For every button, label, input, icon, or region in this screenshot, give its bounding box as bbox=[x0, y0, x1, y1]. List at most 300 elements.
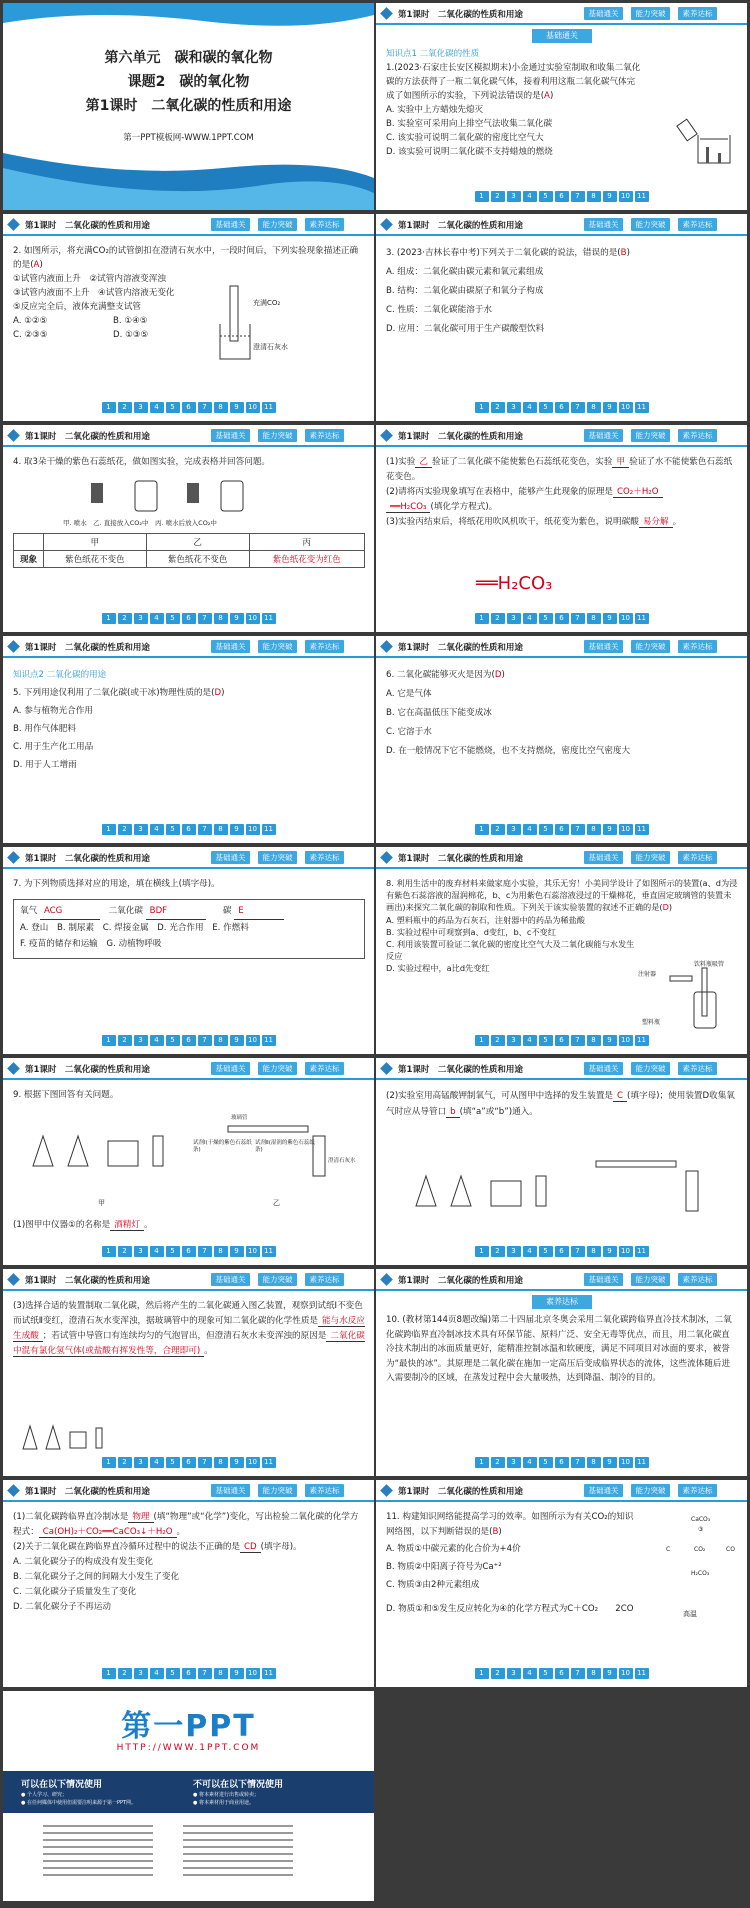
page-10-button[interactable]: 10 bbox=[246, 1246, 260, 1257]
usage-options-2: F. 疫苗的储存和运输 G. 动植物呼吸 bbox=[20, 939, 162, 949]
page-2-button[interactable]: 2 bbox=[118, 613, 132, 624]
page-7-button[interactable]: 7 bbox=[198, 1668, 212, 1679]
page-9-button[interactable]: 9 bbox=[230, 1668, 244, 1679]
page-11-button[interactable]: 11 bbox=[262, 1246, 276, 1257]
sub-question-2: (2)关于二氧化碳在跨临界直冷循环过程中的说法不正确的是 CD (填字母)。 bbox=[13, 1542, 302, 1552]
slide-5[interactable] bbox=[3, 425, 374, 632]
pager bbox=[376, 402, 747, 413]
page-2-button[interactable]: 2 bbox=[491, 613, 505, 624]
tab-basic[interactable]: 基础通关 bbox=[584, 7, 623, 20]
diamond-icon bbox=[7, 1062, 20, 1075]
sub-question-3: (3)选择合适的装置制取二氧化碳，然后将产生的二氧化碳通入图乙装置，观察到试纸Ⅰ不变色而试纸Ⅱ变红，澄清石灰水变浑浊，据玻璃管中的现象可知二氧化碳的化学性质是 能与水反应生成酸 ；若试管中导管口有连续均匀的气泡冒出，但澄清石灰水未变浑浊的原因是 二氧化碳中混有氯化氢气体(或盐酸有挥发性等，合理即可) 。 bbox=[13, 1301, 365, 1356]
option-a: A. 组成：二氧化碳由碳元素和氧元素组成 bbox=[386, 267, 544, 277]
page-4-button[interactable]: 4 bbox=[523, 1668, 537, 1679]
page-11-button[interactable]: 11 bbox=[262, 613, 276, 624]
page-7-button[interactable]: 7 bbox=[198, 1035, 212, 1046]
page-4-button[interactable]: 4 bbox=[523, 1246, 537, 1257]
page-11-button[interactable]: 11 bbox=[635, 1668, 649, 1679]
page-4-button[interactable]: 4 bbox=[150, 824, 164, 835]
page-6-button[interactable]: 6 bbox=[555, 824, 569, 835]
page-4-button[interactable]: 4 bbox=[523, 402, 537, 413]
tab-literacy[interactable]: 素养达标 bbox=[678, 429, 717, 442]
test-tube-figure bbox=[218, 284, 298, 364]
tab-basic[interactable]: 基础通关 bbox=[211, 218, 250, 231]
tab-literacy[interactable]: 素养达标 bbox=[305, 1273, 344, 1286]
tab-literacy[interactable]: 素养达标 bbox=[678, 1484, 717, 1497]
allowed-1: ● 个人学习、研究； bbox=[21, 1792, 67, 1798]
page-4-button[interactable]: 4 bbox=[150, 1668, 164, 1679]
slide-3[interactable] bbox=[3, 214, 374, 421]
page-1-button[interactable]: 1 bbox=[475, 613, 489, 624]
page-2-button[interactable]: 2 bbox=[491, 1457, 505, 1468]
page-11-button[interactable]: 11 bbox=[262, 824, 276, 835]
slide-2[interactable] bbox=[376, 3, 747, 210]
page-6-button[interactable]: 6 bbox=[182, 1668, 196, 1679]
tab-ability[interactable]: 能力突破 bbox=[631, 1062, 670, 1075]
tab-ability[interactable]: 能力突破 bbox=[631, 640, 670, 653]
slide-9[interactable] bbox=[3, 847, 374, 1054]
slide-end[interactable] bbox=[3, 1691, 374, 1901]
page-10-button[interactable]: 10 bbox=[619, 402, 633, 413]
tab-basic[interactable]: 基础通关 bbox=[211, 1273, 250, 1286]
diamond-icon bbox=[7, 851, 20, 864]
page-7-button[interactable]: 7 bbox=[571, 824, 585, 835]
page-4-button[interactable]: 4 bbox=[150, 1457, 164, 1468]
page-6-button[interactable]: 6 bbox=[182, 1457, 196, 1468]
figure-label-straw: 饮料瓶吸管 bbox=[694, 961, 725, 968]
tab-ability[interactable]: 能力突破 bbox=[258, 640, 297, 653]
tab-basic[interactable]: 基础通关 bbox=[584, 1062, 623, 1075]
page-8-button[interactable]: 8 bbox=[214, 1668, 228, 1679]
page-2-button[interactable]: 2 bbox=[118, 1035, 132, 1046]
page-4-button[interactable]: 4 bbox=[523, 1457, 537, 1468]
page-6-button[interactable]: 6 bbox=[182, 402, 196, 413]
page-1-button[interactable]: 1 bbox=[475, 1035, 489, 1046]
page-9-button[interactable]: 9 bbox=[603, 1668, 617, 1679]
page-7-button[interactable]: 7 bbox=[571, 1457, 585, 1468]
page-1-button[interactable]: 1 bbox=[475, 1668, 489, 1679]
page-3-button[interactable]: 3 bbox=[507, 1668, 521, 1679]
page-11-button[interactable]: 11 bbox=[635, 1457, 649, 1468]
page-1-button[interactable]: 1 bbox=[102, 1457, 116, 1468]
page-3-button[interactable]: 3 bbox=[507, 824, 521, 835]
slide-header bbox=[376, 1269, 747, 1291]
slide-10[interactable] bbox=[376, 847, 747, 1054]
page-9-button[interactable]: 9 bbox=[230, 402, 244, 413]
page-5-button[interactable]: 5 bbox=[539, 1246, 553, 1257]
tab-literacy[interactable]: 素养达标 bbox=[678, 7, 717, 20]
tab-ability[interactable]: 能力突破 bbox=[631, 1484, 670, 1497]
header-lesson: 第1课时 二氧化碳的性质和用途 bbox=[25, 432, 150, 442]
page-6-button[interactable]: 6 bbox=[555, 1668, 569, 1679]
page-4-button[interactable]: 4 bbox=[523, 1035, 537, 1046]
forbidden-title: 不可以在以下情况使用 bbox=[193, 1780, 284, 1790]
page-3-button[interactable]: 3 bbox=[507, 613, 521, 624]
page-9-button[interactable]: 9 bbox=[230, 1457, 244, 1468]
tab-ability[interactable]: 能力突破 bbox=[258, 429, 297, 442]
page-9-button[interactable]: 9 bbox=[603, 1246, 617, 1257]
page-10-button[interactable]: 10 bbox=[246, 1035, 260, 1046]
tab-literacy[interactable]: 素养达标 bbox=[678, 218, 717, 231]
header-lesson: 第1课时 二氧化碳的性质和用途 bbox=[398, 643, 523, 653]
page-5-button[interactable]: 5 bbox=[166, 1457, 180, 1468]
page-3-button[interactable]: 3 bbox=[507, 402, 521, 413]
page-9-button[interactable]: 9 bbox=[603, 613, 617, 624]
page-1-button[interactable]: 1 bbox=[102, 402, 116, 413]
page-9-button[interactable]: 9 bbox=[603, 824, 617, 835]
matching-box bbox=[13, 899, 365, 959]
pager bbox=[376, 1246, 747, 1257]
page-5-button[interactable]: 5 bbox=[539, 613, 553, 624]
tab-basic[interactable]: 基础通关 bbox=[211, 851, 250, 864]
tab-ability[interactable]: 能力突破 bbox=[258, 1062, 297, 1075]
page-2-button[interactable]: 2 bbox=[491, 191, 505, 202]
page-8-button[interactable]: 8 bbox=[214, 1457, 228, 1468]
page-3-button[interactable]: 3 bbox=[507, 191, 521, 202]
page-11-button[interactable]: 11 bbox=[262, 1457, 276, 1468]
page-9-button[interactable]: 9 bbox=[603, 402, 617, 413]
page-10-button[interactable]: 10 bbox=[619, 1035, 633, 1046]
statement-1: ①试管内液面上升 ②试管内溶液变浑浊 bbox=[13, 274, 166, 284]
slide-14[interactable] bbox=[376, 1269, 747, 1476]
pager bbox=[376, 191, 747, 202]
page-1-button[interactable]: 1 bbox=[102, 613, 116, 624]
page-1-button[interactable]: 1 bbox=[475, 191, 489, 202]
page-8-button[interactable]: 8 bbox=[587, 824, 601, 835]
page-3-button[interactable]: 3 bbox=[134, 1035, 148, 1046]
page-9-button[interactable]: 9 bbox=[603, 191, 617, 202]
page-9-button[interactable]: 9 bbox=[230, 1246, 244, 1257]
tab-basic[interactable]: 基础通关 bbox=[584, 1484, 623, 1497]
page-1-button[interactable]: 1 bbox=[102, 1035, 116, 1046]
page-10-button[interactable]: 10 bbox=[619, 191, 633, 202]
page-3-button[interactable]: 3 bbox=[134, 1668, 148, 1679]
slide-12[interactable] bbox=[376, 1058, 747, 1265]
page-2-button[interactable]: 2 bbox=[118, 1668, 132, 1679]
page-6-button[interactable]: 6 bbox=[182, 1035, 196, 1046]
tab-literacy[interactable]: 素养达标 bbox=[678, 851, 717, 864]
page-7-button[interactable]: 7 bbox=[571, 402, 585, 413]
figure-label-bottle: 塑料瓶 bbox=[642, 1019, 661, 1026]
page-6-button[interactable]: 6 bbox=[555, 402, 569, 413]
page-6-button[interactable]: 6 bbox=[182, 824, 196, 835]
page-5-button[interactable]: 5 bbox=[539, 191, 553, 202]
page-7-button[interactable]: 7 bbox=[571, 191, 585, 202]
page-4-button[interactable]: 4 bbox=[150, 402, 164, 413]
tab-ability[interactable]: 能力突破 bbox=[631, 1273, 670, 1286]
page-11-button[interactable]: 11 bbox=[635, 1246, 649, 1257]
page-11-button[interactable]: 11 bbox=[262, 1668, 276, 1679]
page-3-button[interactable]: 3 bbox=[134, 613, 148, 624]
tab-basic[interactable]: 基础通关 bbox=[211, 1062, 250, 1075]
page-7-button[interactable]: 7 bbox=[571, 1246, 585, 1257]
tab-literacy[interactable]: 素养达标 bbox=[305, 851, 344, 864]
page-4-button[interactable]: 4 bbox=[523, 613, 537, 624]
page-9-button[interactable]: 9 bbox=[230, 1035, 244, 1046]
question-text: 11. 构建知识网络能提高学习的效率。如图所示为有关CO₂的知识网络图，以下判断错误的是(B) bbox=[386, 1512, 634, 1537]
page-11-button[interactable]: 11 bbox=[635, 613, 649, 624]
col-bing: 丙 bbox=[249, 534, 365, 551]
page-5-button[interactable]: 5 bbox=[539, 1457, 553, 1468]
tab-ability[interactable]: 能力突破 bbox=[631, 7, 670, 20]
tab-ability[interactable]: 能力突破 bbox=[631, 851, 670, 864]
tab-literacy[interactable]: 素养达标 bbox=[678, 1273, 717, 1286]
page-10-button[interactable]: 10 bbox=[246, 613, 260, 624]
page-10-button[interactable]: 10 bbox=[246, 1457, 260, 1468]
allowed-title: 可以在以下情况使用 bbox=[21, 1780, 103, 1790]
option-d: D. 应用：二氧化碳可用于生产碳酸型饮料 bbox=[386, 324, 545, 334]
page-5-button[interactable]: 5 bbox=[166, 402, 180, 413]
page-6-button[interactable]: 6 bbox=[182, 613, 196, 624]
node-co2: CO₂ bbox=[694, 1546, 706, 1553]
slide-6[interactable] bbox=[376, 425, 747, 632]
forbidden-1: ● 将本素材进行出售或转卖； bbox=[193, 1792, 259, 1798]
page-4-button[interactable]: 4 bbox=[523, 824, 537, 835]
tab-basic[interactable]: 基础通关 bbox=[584, 851, 623, 864]
page-10-button[interactable]: 10 bbox=[619, 613, 633, 624]
section-button[interactable]: 素养达标 bbox=[532, 1295, 592, 1309]
option-c: C. 它溶于水 bbox=[386, 727, 432, 737]
page-7-button[interactable]: 7 bbox=[571, 1035, 585, 1046]
pager bbox=[376, 613, 747, 624]
page-2-button[interactable]: 2 bbox=[118, 824, 132, 835]
page-6-button[interactable]: 6 bbox=[555, 613, 569, 624]
page-6-button[interactable]: 6 bbox=[555, 1035, 569, 1046]
slide-header bbox=[3, 847, 374, 869]
page-8-button[interactable]: 8 bbox=[214, 1246, 228, 1257]
diamond-icon bbox=[7, 218, 20, 231]
page-3-button[interactable]: 3 bbox=[134, 402, 148, 413]
page-8-button[interactable]: 8 bbox=[587, 402, 601, 413]
slide-header bbox=[376, 636, 747, 658]
knowledge-point: 知识点2 二氧化碳的用途 bbox=[13, 670, 107, 680]
question-text: 1.(2023·石家庄长安区模拟期末)小金通过实验室制取和收集二氧化碳的方法获得了一瓶二氧化碳气体，接着利用这瓶二氧化碳气体完成了如图所示的实验，下列说法错误的是(A) bbox=[386, 63, 641, 101]
question-text: 10. (教材第144页8题改编)第二十四届北京冬奥会采用二氧化碳跨临界直冷技术制冰，二氧化碳跨临界直冷制冰技术具有环保节能、原料广泛、安全无毒等优点，而且，用二氧化碳直冷技术制出的冰面质量更好，能精准控制冰温和软硬度，满足不同项目对冰面的要求，被誉为“最快的冰”。其原理是二氧化碳在施加一定高压后变成临界状态的流体，这些流体随后进入需要制冷的区域，在蒸发过程中会大量吸热，达到降温、制冷的目的。 bbox=[386, 1315, 732, 1383]
diamond-icon bbox=[7, 640, 20, 653]
tab-ability[interactable]: 能力突破 bbox=[631, 429, 670, 442]
option-b: B. 实验室可采用向上排空气法收集二氧化碳 bbox=[386, 119, 553, 129]
page-1-button[interactable]: 1 bbox=[102, 1246, 116, 1257]
page-4-button[interactable]: 4 bbox=[150, 1035, 164, 1046]
tab-ability[interactable]: 能力突破 bbox=[631, 218, 670, 231]
page-1-button[interactable]: 1 bbox=[102, 824, 116, 835]
page-10-button[interactable]: 10 bbox=[619, 824, 633, 835]
tab-basic[interactable]: 基础通关 bbox=[584, 1273, 623, 1286]
page-5-button[interactable]: 5 bbox=[166, 1668, 180, 1679]
page-2-button[interactable]: 2 bbox=[491, 1246, 505, 1257]
page-2-button[interactable]: 2 bbox=[491, 402, 505, 413]
page-4-button[interactable]: 4 bbox=[523, 191, 537, 202]
page-2-button[interactable]: 2 bbox=[118, 1246, 132, 1257]
header-lesson: 第1课时 二氧化碳的性质和用途 bbox=[25, 1276, 150, 1286]
page-3-button[interactable]: 3 bbox=[134, 1246, 148, 1257]
page-1-button[interactable]: 1 bbox=[475, 1457, 489, 1468]
page-11-button[interactable]: 11 bbox=[635, 191, 649, 202]
sub-question-2: (2)请将丙实验现象填写在表格中，能够产生此现象的原理是 CO₂＋H₂O ══H₂CO₃ (填化学方程式)。 bbox=[386, 485, 738, 515]
page-2-button[interactable]: 2 bbox=[491, 1668, 505, 1679]
page-7-button[interactable]: 7 bbox=[198, 824, 212, 835]
page-7-button[interactable]: 7 bbox=[198, 1246, 212, 1257]
answer: A bbox=[544, 91, 550, 101]
slide-8[interactable] bbox=[376, 636, 747, 843]
syringe-bottle-figure bbox=[666, 962, 736, 1034]
page-11-button[interactable]: 11 bbox=[635, 824, 649, 835]
page-11-button[interactable]: 11 bbox=[262, 402, 276, 413]
page-5-button[interactable]: 5 bbox=[166, 1246, 180, 1257]
apparatus-thumbnail bbox=[18, 1414, 118, 1454]
tab-ability[interactable]: 能力突破 bbox=[258, 1484, 297, 1497]
observation-table: 甲 乙 丙 现象 紫色纸花不变色 紫色纸花不变色 紫色纸花变为红色 bbox=[13, 533, 365, 568]
question-text: 2. 如图所示，将充满CO₂的试管倒扣在澄清石灰水中，一段时间后，下列实验现象描述正确的是(A) bbox=[13, 246, 359, 270]
options-cd: C. ②③⑤ D. ①③⑤ bbox=[13, 330, 149, 340]
page-10-button[interactable]: 10 bbox=[619, 1457, 633, 1468]
slide-13[interactable] bbox=[3, 1269, 374, 1476]
page-10-button[interactable]: 10 bbox=[246, 824, 260, 835]
question-text: 4. 取3朵干燥的紫色石蕊纸花，做如图实验，完成表格并回答问题。 bbox=[13, 457, 271, 467]
tab-literacy[interactable]: 素养达标 bbox=[305, 640, 344, 653]
page-6-button[interactable]: 6 bbox=[555, 191, 569, 202]
page-5-button[interactable]: 5 bbox=[166, 613, 180, 624]
page-1-button[interactable]: 1 bbox=[475, 1246, 489, 1257]
page-1-button[interactable]: 1 bbox=[475, 402, 489, 413]
page-8-button[interactable]: 8 bbox=[587, 1668, 601, 1679]
page-11-button[interactable]: 11 bbox=[635, 1035, 649, 1046]
page-2-button[interactable]: 2 bbox=[491, 1035, 505, 1046]
pager bbox=[3, 1668, 374, 1679]
node-caco3: CaCO₃ bbox=[691, 1516, 711, 1523]
header-lesson: 第1课时 二氧化碳的性质和用途 bbox=[25, 221, 150, 231]
cover-site: 第一PPT模板网-WWW.1PPT.COM bbox=[123, 133, 254, 143]
page-7-button[interactable]: 7 bbox=[571, 1668, 585, 1679]
tab-basic[interactable]: 基础通关 bbox=[211, 1484, 250, 1497]
page-8-button[interactable]: 8 bbox=[587, 1457, 601, 1468]
page-6-button[interactable]: 6 bbox=[182, 1246, 196, 1257]
option-b: B. 物质②中阳离子符号为Ca⁺² bbox=[386, 1562, 502, 1572]
tab-basic[interactable]: 基础通关 bbox=[584, 429, 623, 442]
page-11-button[interactable]: 11 bbox=[262, 1035, 276, 1046]
page-7-button[interactable]: 7 bbox=[198, 1457, 212, 1468]
tab-ability[interactable]: 能力突破 bbox=[258, 851, 297, 864]
page-10-button[interactable]: 10 bbox=[619, 1246, 633, 1257]
page-8-button[interactable]: 8 bbox=[214, 824, 228, 835]
knowledge-point: 知识点1 二氧化碳的性质 bbox=[386, 49, 480, 59]
page-8-button[interactable]: 8 bbox=[214, 1035, 228, 1046]
page-8-button[interactable]: 8 bbox=[214, 402, 228, 413]
header-lesson: 第1课时 二氧化碳的性质和用途 bbox=[398, 854, 523, 864]
pager bbox=[3, 613, 374, 624]
slide-16[interactable] bbox=[376, 1480, 747, 1687]
page-3-button[interactable]: 3 bbox=[507, 1246, 521, 1257]
page-10-button[interactable]: 10 bbox=[246, 402, 260, 413]
header-lesson: 第1课时 二氧化碳的性质和用途 bbox=[25, 643, 150, 653]
page-9-button[interactable]: 9 bbox=[603, 1457, 617, 1468]
tab-basic[interactable]: 基础通关 bbox=[211, 429, 250, 442]
page-2-button[interactable]: 2 bbox=[118, 1457, 132, 1468]
page-5-button[interactable]: 5 bbox=[539, 1035, 553, 1046]
page-8-button[interactable]: 8 bbox=[587, 613, 601, 624]
figure-label-co2: 充满CO₂ bbox=[253, 299, 281, 307]
page-7-button[interactable]: 7 bbox=[198, 402, 212, 413]
page-9-button[interactable]: 9 bbox=[603, 1035, 617, 1046]
page-8-button[interactable]: 8 bbox=[214, 613, 228, 624]
page-7-button[interactable]: 7 bbox=[571, 613, 585, 624]
page-8-button[interactable]: 8 bbox=[587, 1246, 601, 1257]
tab-ability[interactable]: 能力突破 bbox=[258, 1273, 297, 1286]
page-11-button[interactable]: 11 bbox=[635, 402, 649, 413]
page-8-button[interactable]: 8 bbox=[587, 191, 601, 202]
tab-ability[interactable]: 能力突破 bbox=[258, 218, 297, 231]
slide-cover[interactable] bbox=[3, 3, 374, 210]
page-9-button[interactable]: 9 bbox=[230, 824, 244, 835]
tab-basic[interactable]: 基础通关 bbox=[211, 640, 250, 653]
pager bbox=[3, 1457, 374, 1468]
page-8-button[interactable]: 8 bbox=[587, 1035, 601, 1046]
option-a: A. 二氧化碳分子的构成没有发生变化 bbox=[13, 1557, 154, 1567]
sub-question-1: (1)实验 乙 验证了二氧化碳不能使紫色石蕊纸花变色，实验 甲 验证了水不能使紫色石蕊纸花变色。 bbox=[386, 457, 733, 482]
license-panel bbox=[3, 1771, 374, 1813]
page-3-button[interactable]: 3 bbox=[507, 1457, 521, 1468]
slide-11[interactable] bbox=[3, 1058, 374, 1265]
page-1-button[interactable]: 1 bbox=[475, 824, 489, 835]
slide-header bbox=[3, 1058, 374, 1080]
tab-literacy[interactable]: 素养达标 bbox=[678, 640, 717, 653]
page-5-button[interactable]: 5 bbox=[539, 402, 553, 413]
option-b: B. 结构：二氧化碳由碳原子和氧分子构成 bbox=[386, 286, 544, 296]
tab-literacy[interactable]: 素养达标 bbox=[305, 1484, 344, 1497]
page-9-button[interactable]: 9 bbox=[230, 613, 244, 624]
figure-label-reagent-2: 试剂Ⅱ(湿润的紫色石蕊纸条) bbox=[255, 1140, 315, 1153]
slide-7[interactable] bbox=[3, 636, 374, 843]
page-10-button[interactable]: 10 bbox=[246, 1668, 260, 1679]
page-6-button[interactable]: 6 bbox=[555, 1246, 569, 1257]
slide-15[interactable] bbox=[3, 1480, 374, 1687]
page-5-button[interactable]: 5 bbox=[166, 1035, 180, 1046]
answer: 紫色纸花变为红色 bbox=[249, 551, 365, 568]
slide-4[interactable] bbox=[376, 214, 747, 421]
diamond-icon bbox=[380, 218, 393, 231]
slide-header bbox=[376, 847, 747, 869]
page-4-button[interactable]: 4 bbox=[150, 1246, 164, 1257]
tab-literacy[interactable]: 素养达标 bbox=[305, 429, 344, 442]
page-3-button[interactable]: 3 bbox=[507, 1035, 521, 1046]
page-1-button[interactable]: 1 bbox=[102, 1668, 116, 1679]
answer: A bbox=[33, 260, 40, 270]
page-2-button[interactable]: 2 bbox=[118, 402, 132, 413]
page-3-button[interactable]: 3 bbox=[134, 824, 148, 835]
page-2-button[interactable]: 2 bbox=[491, 824, 505, 835]
end-url: HTTP://WWW.1PPT.COM bbox=[116, 1743, 261, 1753]
tab-literacy[interactable]: 素养达标 bbox=[678, 1062, 717, 1075]
tab-literacy[interactable]: 素养达标 bbox=[305, 218, 344, 231]
tab-basic[interactable]: 基础通关 bbox=[584, 218, 623, 231]
page-4-button[interactable]: 4 bbox=[150, 613, 164, 624]
option-a: A. 参与植物光合作用 bbox=[13, 706, 93, 716]
usage-options-1: A. 登山 B. 制尿素 C. 焊接金属 D. 光合作用 E. 作燃料 bbox=[20, 923, 249, 933]
page-5-button[interactable]: 5 bbox=[539, 824, 553, 835]
page-6-button[interactable]: 6 bbox=[555, 1457, 569, 1468]
tab-basic[interactable]: 基础通关 bbox=[584, 640, 623, 653]
page-10-button[interactable]: 10 bbox=[619, 1668, 633, 1679]
page-5-button[interactable]: 5 bbox=[166, 824, 180, 835]
tab-literacy[interactable]: 素养达标 bbox=[305, 1062, 344, 1075]
header-lesson: 第1课时 二氧化碳的性质和用途 bbox=[398, 1276, 523, 1286]
page-5-button[interactable]: 5 bbox=[539, 1668, 553, 1679]
section-button[interactable]: 基础通关 bbox=[532, 29, 592, 43]
page-3-button[interactable]: 3 bbox=[134, 1457, 148, 1468]
page-7-button[interactable]: 7 bbox=[198, 613, 212, 624]
figure-label-glass-tube: 玻璃管 bbox=[231, 1115, 248, 1121]
cover-lesson: 第1课时 二氧化碳的性质和用途 bbox=[85, 98, 292, 114]
